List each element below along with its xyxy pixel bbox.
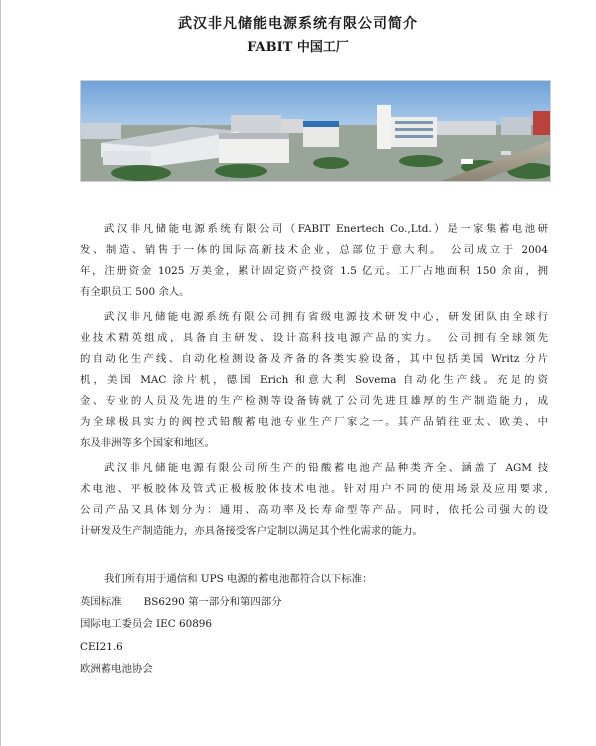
research-paragraph xyxy=(80,307,548,454)
factory-panorama-image xyxy=(81,81,550,181)
paragraph-line: 有全职员工 500 余人。 xyxy=(80,286,190,298)
standard-code: BS6290 第一部分和第四部分 xyxy=(143,595,282,608)
paragraph-line: 业技术精英组成，具备自主研发、设计高科技电源产品的实力。 公司拥有全球领先 xyxy=(80,332,548,344)
products-paragraph xyxy=(80,458,548,542)
paragraph-line: 公司产品又具体划分为：通用、高功率及长寿命型等产品。同时，依托公司强大的设 xyxy=(80,504,548,516)
standards-list xyxy=(80,568,373,681)
standard-item xyxy=(80,591,372,614)
page-subtitle: FABIT 中国工厂 xyxy=(247,40,349,55)
standard-item: 国际电工委员会 IEC 60896 xyxy=(80,618,213,630)
paragraph-line: 武汉非凡储能电源系统有限公司（FABIT Enertech Co.,Ltd.）是一家集蓄电池研 xyxy=(104,223,548,235)
paragraph-line: 的自动化生产线、自动化检测设备及齐备的各类实验设备，其中包括美国 Writz 分片 xyxy=(80,353,548,365)
paragraph-line: 为全球极具实力的阀控式铅酸蓄电池专业生产厂家之一。其产品销往亚太、欧美、中 xyxy=(80,416,548,428)
paragraph-line: 武汉非凡储能电源系统有限公司拥有省级电源技术研发中心，研发团队由全球行 xyxy=(104,311,548,323)
paragraph-line: 金、专业的人员及先进的生产检测等设备铸就了公司先进且雄厚的生产制造能力，成 xyxy=(80,395,548,407)
paragraph-line: 武汉非凡储能电源有限公司所生产的铅酸蓄电池产品种类齐全、涵盖了 AGM 技 xyxy=(104,462,548,474)
page-edge-rule xyxy=(0,0,1,746)
paragraph-line: 东及非洲等多个国家和地区。 xyxy=(80,437,216,449)
paragraph-line: 机，美国 MAC 涂片机，德国 Erich 和意大利 Sovema 自动化生产线。充足的资 xyxy=(80,374,548,386)
factory-photo xyxy=(80,80,551,182)
standard-item: 欧洲蓄电池协会 xyxy=(80,663,153,675)
standard-org: 英国标准 xyxy=(80,595,122,608)
paragraph-line: 发、制造、销售于一体的国际高新技术企业，总部位于意大利。 公司成立于 2004 xyxy=(80,244,548,256)
paragraph-line: 年，注册资金 1025 万美金，累计固定资产投资 1.5 亿元。工厂占地面积 150 余亩，拥 xyxy=(80,265,548,277)
standards-intro: 我们所有用于通信和 UPS 电源的蓄电池都符合以下标准： xyxy=(104,573,373,585)
paragraph-line: 术电池、平板胶体及管式正极板胶体技术电池。针对用户不同的使用场景及应用要求, xyxy=(80,483,548,495)
standard-item: CEI21.6 xyxy=(80,640,123,653)
paragraph-line: 计研发及生产制造能力，亦具备接受客户定制以满足其个性化需求的能力。 xyxy=(80,525,423,537)
intro-paragraph xyxy=(80,219,548,303)
page-title: 武汉非凡储能电源系统有限公司简介 xyxy=(178,16,418,32)
